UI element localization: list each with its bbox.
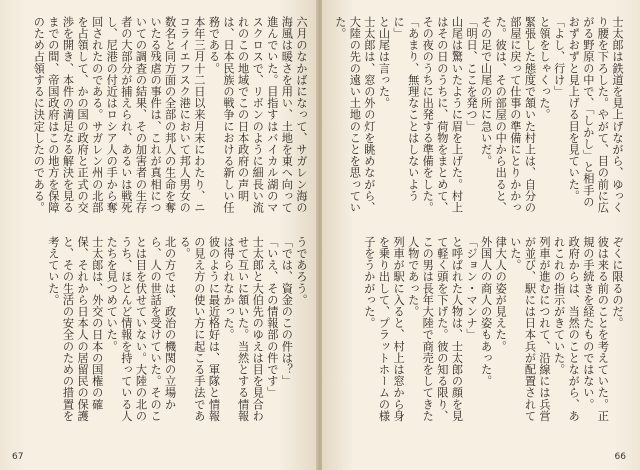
right-page-upper-text: 士太郎は鉄道を見上げながら、ゆっくり腰を下ろした。やがて、目の前に広がる野原の中で、「しかし」と相手のおずおずと見上げる目を見ていた。 「よし、行け」 と領をしゃくった。 緊張した態度で頷いた村上は、自分の部屋に戻って仕事の準備にとりかかった。彼は、その部屋の中から出ると、その足で山尾の所に急いだ。 「明日、ここを発つ」 山尾は驚いたように眉を上げた。村上はその日のうちに、荷物をまとめて、その夜のうちに出発する準備をした。 「あまり、無理なことはしないように」 と山尾は言った。 士太郎は、窓の外の灯を眺めながら、大陸の先の遠い土地のことを思っていた。 xyxy=(334,16,624,214)
right-page-number: 66 xyxy=(614,452,626,462)
right-page xyxy=(322,0,640,470)
left-page-lower-text: うであろう。 「では、資金のこの件は？」 「いえ、その情報部の件です」 士太郎と大伯先のゆえは目を見合わせて互いに頷いた。当然とする情報は得られなかった。 彼のように最近格好は、軍隊と情報の見え方の使い方に起こる手法である。 北の方では、政治の機関の立場から、人の世話を受けていた。そのことは目を伏せていない。大陸の北のうち、ほとんど情報を持っている人たちを見つめていた。 士太郎は、外交の日本の国権の確保、それから日本人の居留民の保護と、その生活の安全のための措置を考えていた。 xyxy=(46,236,308,422)
left-page xyxy=(0,0,318,470)
left-page-upper-text: 六月のなかばになって、サガレン海の海風は暖さを用い、土地を東へ向って進んでいた。目指すはバイカル湖のマスクロスで、リボンのように細長い流れのこの地域でこの日本政府の声明は、日本民族の戦争における新しい任務である。 本年三月十二日以来月末にわたり、ニコライエフスク港において邦人男女の数名と同方面の全部の邦人の生命を奪いたる残虐の事件は、これが真相についての調査の結果、その加害者の生存者の大部分が捕えられ、あるいは戦死し、尼港の付近はロシア人の手から奪回されたのである。サガレン州の北部を占領して、かの国の政府と正式の交渉を開き、本件の満足なる解決を見るまでの間、帝国政府はこの地方を保障のため占領するに決定したのである。 xyxy=(32,16,308,214)
right-page-lower-text: ぞくに限るのだ。 彼は来る前のことを考えていた。正規の手続きを経たものではない。 政府からは、当然のことながら、あれこれの指示がきていた。 列車が進むにつれて、沿線には兵営が並び、駅には日本兵が配置されていた。 律大人の姿が見えた。 外国人の商人の姿もあった。 「ジョン・マンナ」 と呼ばれた人物は、士太郎の顔を見て軽く頭を下げた。彼の知る限り、この男は長年大陸で商売をしてきた人物であった。 列車が駅に入ると、村上は窓から身を乗り出して、プラットホームの様子をうかがった。 xyxy=(362,236,624,422)
left-page-number: 67 xyxy=(12,452,24,462)
